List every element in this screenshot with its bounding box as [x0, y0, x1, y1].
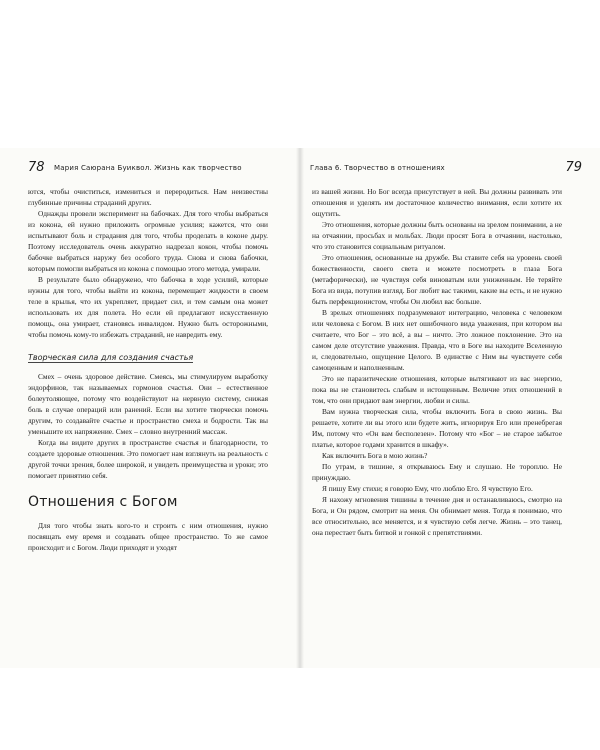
right-page-number: 79 — [565, 160, 582, 175]
paragraph: Я пишу Ему стихи; я говорю Ему, что люблю Его. Я чувствую Его. — [322, 484, 533, 493]
paragraph: В зрелых отношениях подразумевают интеграцию, человека с человеком или человека с Богом. В них нет ошибочного вида уважения, при котором вы считаете, что Бог – это всё, а вы – ничто. Это ложное поклонение. Это на самом деле отсутствие уважения. Правда, что в Боге вы находите Вселенную и, следовательно, ощущение Целого. В единстве с Ним вы чувствуете себя самоценным и наполненным. — [312, 308, 562, 372]
right-page-text — [312, 186, 562, 538]
paragraph: Это не паразитические отношения, которые вытягивают из вас энергию, пока вы не становитесь слабым и истощенным. Величие этих отношений в том, что они придают вам энергии, любви и силы. — [312, 374, 562, 405]
book-spread — [0, 148, 600, 668]
right-running-head — [300, 162, 600, 178]
paragraph: По утрам, в тишине, я открываюсь Ему и слушаю. Не тороплю. Не принуждаю. — [312, 462, 562, 482]
paragraph: Это отношения, которые должны быть основаны на зрелом понимании, а не на отчаянии, просьбах и мольбах. Люди просят Бога в отчаянии, настолько, что это становится социальным ритуалом. — [312, 220, 562, 251]
subheading-text: Творческая сила для создания счастья — [28, 353, 194, 362]
section-title: Отношения с Богом — [28, 494, 178, 510]
left-page — [0, 148, 300, 668]
right-page — [300, 148, 600, 668]
paragraph: Когда вы видите других в пространстве счастья и благодарности, то создаете здоровые отношения. Это помогает нам взглянуть на реальность с другой точки зрения, более широкой, и увидеть преимущества и уроки; это помогает принятию себя. — [28, 438, 268, 480]
paragraph: Однажды провели эксперимент на бабочках. Для того чтобы выбраться из кокона, ей нужно приложить огромные усилия; кажется, что они испытывают боль и страдания для того, чтобы проделать в коконе дыру. Поэтому исследователь очень аккуратно надрезал кокон, чтобы помочь бабочке выбраться наружу без особого труда. Снова и снова бабочки, которым помогли выбраться из кокона с помощью этого метода, умирали. — [28, 209, 268, 273]
paragraph: В результате было обнаружено, что бабочка в ходе усилий, которые нужны для того, чтобы выйти из кокона, перемещает жидкости в своем теле в крылья, что их укрепляет, придает сил, и тем самым она может использовать их для полета. Но если ей предлагают искусственную помощь, она умирает, становясь инвалидом. Нужно быть осторожными, чтобы помочь кому-то избежать страданий, не навредить ему. — [28, 275, 268, 339]
paragraph: Это отношения, основанные на дружбе. Вы ставите себя на уровень своей божественности, своего света и можете посмотреть в глаза Бога (метафорически), не чувствуя себя виноватым или униженным. Не теряйте Бога из вида, потупив взгляд. Бог любит вас такими, какие вы есть, и не нужно быть перфекционистом, чтобы Он любил вас больше. — [312, 253, 562, 306]
left-page-text — [28, 186, 268, 553]
paragraph: Как включить Бога в мою жизнь? — [322, 451, 428, 460]
paragraph: из вашей жизни. Но Бог всегда присутствует в ней. Вы должны развивать эти отношения и уделять им достаточное количество внимания, если хотите их ощутить. — [312, 187, 562, 218]
paragraph: ются, чтобы очиститься, измениться и переродиться. Нам неизвестны глубинные причины страданий других. — [28, 187, 268, 207]
paragraph: Для того чтобы знать кого-то и строить с ним отношения, нужно посвящать ему время и создавать общее пространство. То же самое происходит и с Богом. Люди приходят и уходят — [28, 521, 268, 552]
paragraph: Смех – очень здоровое действие. Смеясь, мы стимулируем выработку эндорфинов, так называемых гормонов счастья. Они – естественное болеутоляющее, потому что воздействуют на нервную систему, снижая боль в случае операций или ранений. Если вы хотите творчески помочь другим, то создавайте счастье и пространство смеха и бодрости. Так вы уменьшите их напряжение. Смех – словно внутренний массаж. — [28, 372, 268, 436]
subheading — [28, 352, 268, 363]
right-running-title: Глава 6. Творчество в отношениях — [310, 164, 445, 172]
left-running-head — [0, 162, 300, 178]
paragraph: Вам нужна творческая сила, чтобы включить Бога в свою жизнь. Вы решаете, хотите ли вы этого или будете жить, игнорируя Его или пренебрегая Им, потому что «Он вам бесполезен». Потому что «Бог – не старое забытое платье, которое годами хранится в шкафу». — [312, 407, 562, 449]
paragraph: Я нахожу мгновения тишины в течение дня и останавливаюсь, смотрю на Бога, и Он рядом, смотрит на меня. Он обнимает меня. Тогда я понимаю, что все относительно, все меняется, и я чувствую себя легче. Жизнь – это танец, она перестает быть битвой и гонкой с препятствиями. — [312, 495, 562, 537]
left-page-number: 78 — [28, 160, 45, 175]
left-running-title: Мария Саюрана Буиквол. Жизнь как творчество — [54, 164, 242, 172]
